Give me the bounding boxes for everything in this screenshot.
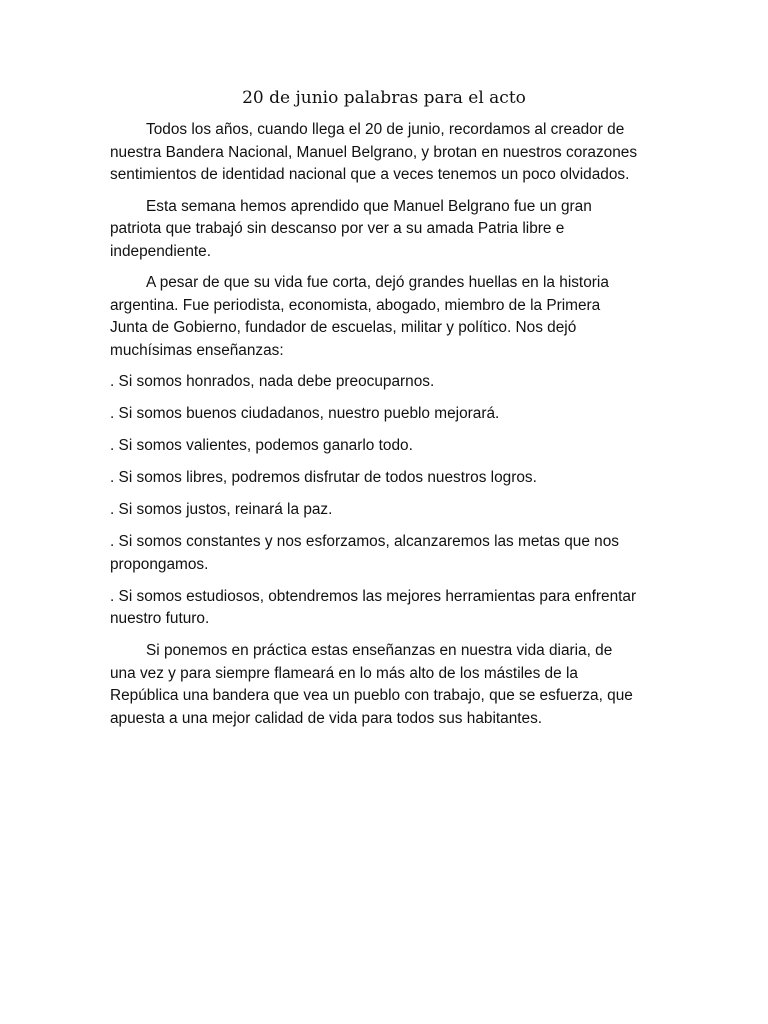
paragraph-legacy: A pesar de que su vida fue corta, dejó grandes huellas en la historia argentina. Fue periodista, economista, abogado, miembro de la Primera Junta de Gobierno, fundador de escuelas, militar y político. Nos dejó muchísimas enseñanzas: — [110, 274, 609, 359]
teaching-item: . Si somos buenos ciudadanos, nuestro pueblo mejorará. — [110, 405, 500, 422]
teaching-item: . Si somos estudiosos, obtendremos las mejores herramientas para enfrentar nuestro futuro. — [110, 587, 637, 627]
teaching-item: . Si somos libres, podremos disfrutar de todos nuestros logros. — [110, 469, 537, 486]
document-title: 20 de junio palabras para el acto — [242, 88, 526, 108]
teaching-item: . Si somos valientes, podemos ganarlo todo. — [110, 437, 413, 454]
teaching-item: . Si somos constantes y nos esforzamos, alcanzaremos las metas que nos propongamos. — [110, 533, 619, 573]
document-body — [110, 119, 638, 739]
paragraph-closing: Si ponemos en práctica estas enseñanzas en nuestra vida diaria, de una vez y para siempre flameará en lo más alto de los mástiles de la República una bandera que vea un pueblo con trabajo, que se esfuerza, que apuesta a una mejor calidad de vida para todos sus habitantes. — [110, 642, 633, 727]
paragraph-week: Esta semana hemos aprendido que Manuel Belgrano fue un gran patriota que trabajó sin descanso por ver a su amada Patria libre e independiente. — [110, 197, 592, 260]
paragraph-intro: Todos los años, cuando llega el 20 de junio, recordamos al creador de nuestra Bandera Nacional, Manuel Belgrano, y brotan en nuestros corazones sentimientos de identidad nacional que a veces tenemos un poco olvidados. — [110, 121, 638, 183]
teaching-item: . Si somos honrados, nada debe preocuparnos. — [110, 373, 435, 390]
teaching-item: . Si somos justos, reinará la paz. — [110, 501, 333, 518]
